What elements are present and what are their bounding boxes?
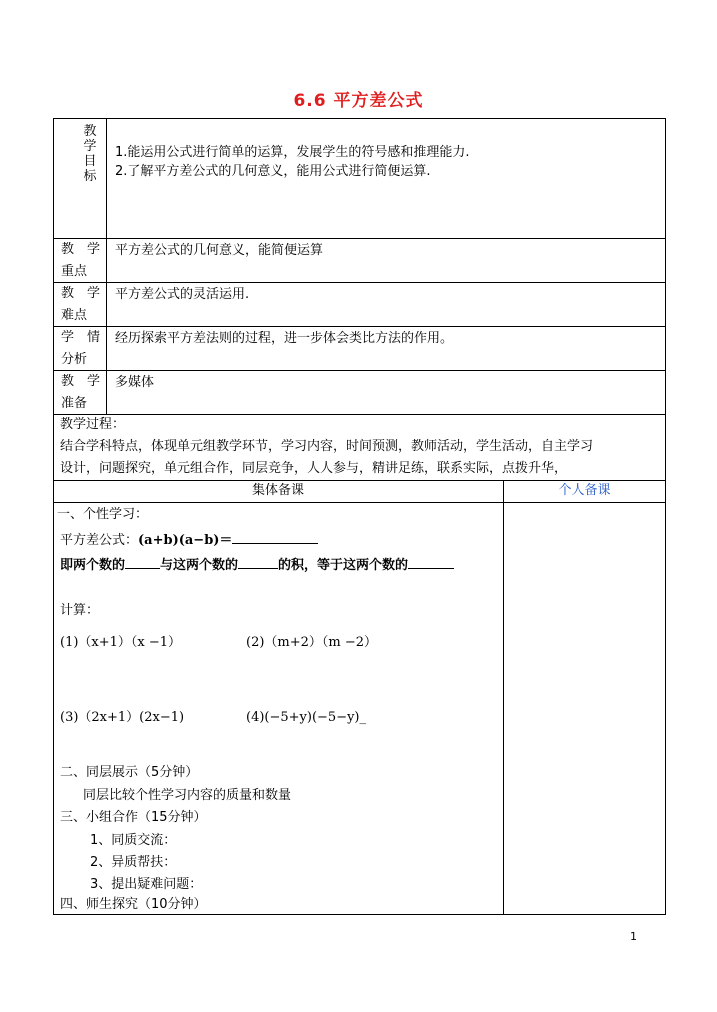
row-divider [53, 480, 666, 481]
prep-text: 多媒体 [115, 375, 155, 390]
column-divider [106, 118, 107, 414]
calc-label: 计算： [60, 603, 100, 618]
fill-part-c: 的积，等于这两个数的 [278, 558, 409, 573]
goal-label-char: 学 [83, 139, 97, 154]
fill-blank-1 [125, 554, 160, 569]
analysis-label-top: 学 情 [61, 330, 101, 345]
section-2-detail: 同层比较个性学习内容的质量和数量 [83, 788, 292, 803]
fill-blank-2 [238, 554, 278, 569]
section-4: 四、师生探究（10分钟） [60, 897, 207, 912]
row-divider [53, 238, 666, 239]
key-label-top: 教 学 [61, 242, 101, 257]
table-border [665, 118, 666, 915]
section-3-item-1: 1、同质交流： [90, 833, 177, 848]
prep-label-bottom: 准备 [61, 396, 88, 411]
fill-blank-3 [408, 554, 454, 569]
table-border [53, 118, 54, 915]
row-divider [53, 370, 666, 371]
personal-header: 个人备课 [558, 483, 611, 498]
section-3: 三、小组合作（15分钟） [60, 810, 207, 825]
prep-label-top: 教 学 [61, 374, 101, 389]
row-divider [53, 326, 666, 327]
analysis-text: 经历探索平方差法则的过程，进一步体会类比方法的作用。 [115, 331, 454, 346]
fill-part-a: 即两个数的 [60, 558, 126, 573]
section-3-item-2: 2、异质帮扶： [90, 855, 177, 870]
prep-label [61, 371, 100, 415]
process-heading: 教学过程： [60, 417, 126, 432]
goal-label-char: 教 [83, 124, 97, 139]
key-text: 平方差公式的几何意义，能简便运算 [115, 243, 324, 258]
page-title: 6.6 平方差公式 [293, 91, 424, 111]
section-1: 一、个性学习： [57, 507, 149, 522]
difficulty-label-bottom: 难点 [61, 308, 88, 323]
fill-part-b: 与这两个数的 [160, 558, 239, 573]
goal-label [82, 124, 98, 184]
formula-line [60, 529, 318, 550]
goal-line-2: 2.了解平方差公式的几何意义，能用公式进行简便运算. [115, 164, 431, 179]
key-label-bottom: 重点 [61, 264, 88, 279]
table-border [53, 118, 666, 119]
formula-expr: (a+b)(a−b)＝ [138, 533, 233, 548]
process-line-2: 设计，问题探究，单元组合作，同层竞争，人人参与，精讲足练，联系实际，点拨升华， [60, 461, 568, 476]
difficulty-text: 平方差公式的灵活运用. [115, 287, 250, 302]
difficulty-label-top: 教 学 [61, 286, 101, 301]
collective-header: 集体备课 [251, 483, 304, 498]
fill-in-line [60, 554, 454, 575]
table-border [53, 914, 666, 915]
lesson-plan-table [53, 118, 666, 915]
goal-line-1: 1.能运用公式进行简单的运算，发展学生的符号感和推理能力. [115, 145, 470, 160]
goal-label-char: 目 [83, 154, 97, 169]
difficulty-label [61, 283, 100, 327]
problem-1: (1)（x+1）（x −1） [60, 635, 182, 650]
section-2: 二、同层展示（5分钟） [60, 765, 199, 780]
formula-blank [232, 529, 318, 544]
process-line-1: 结合学科特点，体现单元组教学环节，学习内容，时间预测，教师活动，学生活动，自主学习 [60, 439, 594, 454]
row-divider [53, 282, 666, 283]
page-number: 1 [630, 930, 637, 943]
goal-label-char: 标 [83, 169, 97, 184]
problem-2: (2)（m+2）（m −2） [246, 635, 378, 650]
problem-3: (3)（2x+1）(2x−1) [60, 710, 185, 725]
row-divider [53, 414, 666, 415]
formula-label: 平方差公式： [60, 533, 139, 548]
key-label [61, 239, 100, 283]
problem-4: (4)(−5+y)(−5−y)_ [246, 710, 367, 725]
analysis-label-bottom: 分析 [61, 352, 88, 367]
column-divider [503, 480, 504, 915]
analysis-label [61, 327, 100, 371]
row-divider [53, 502, 666, 503]
section-3-item-3: 3、提出疑难问题： [90, 877, 203, 892]
